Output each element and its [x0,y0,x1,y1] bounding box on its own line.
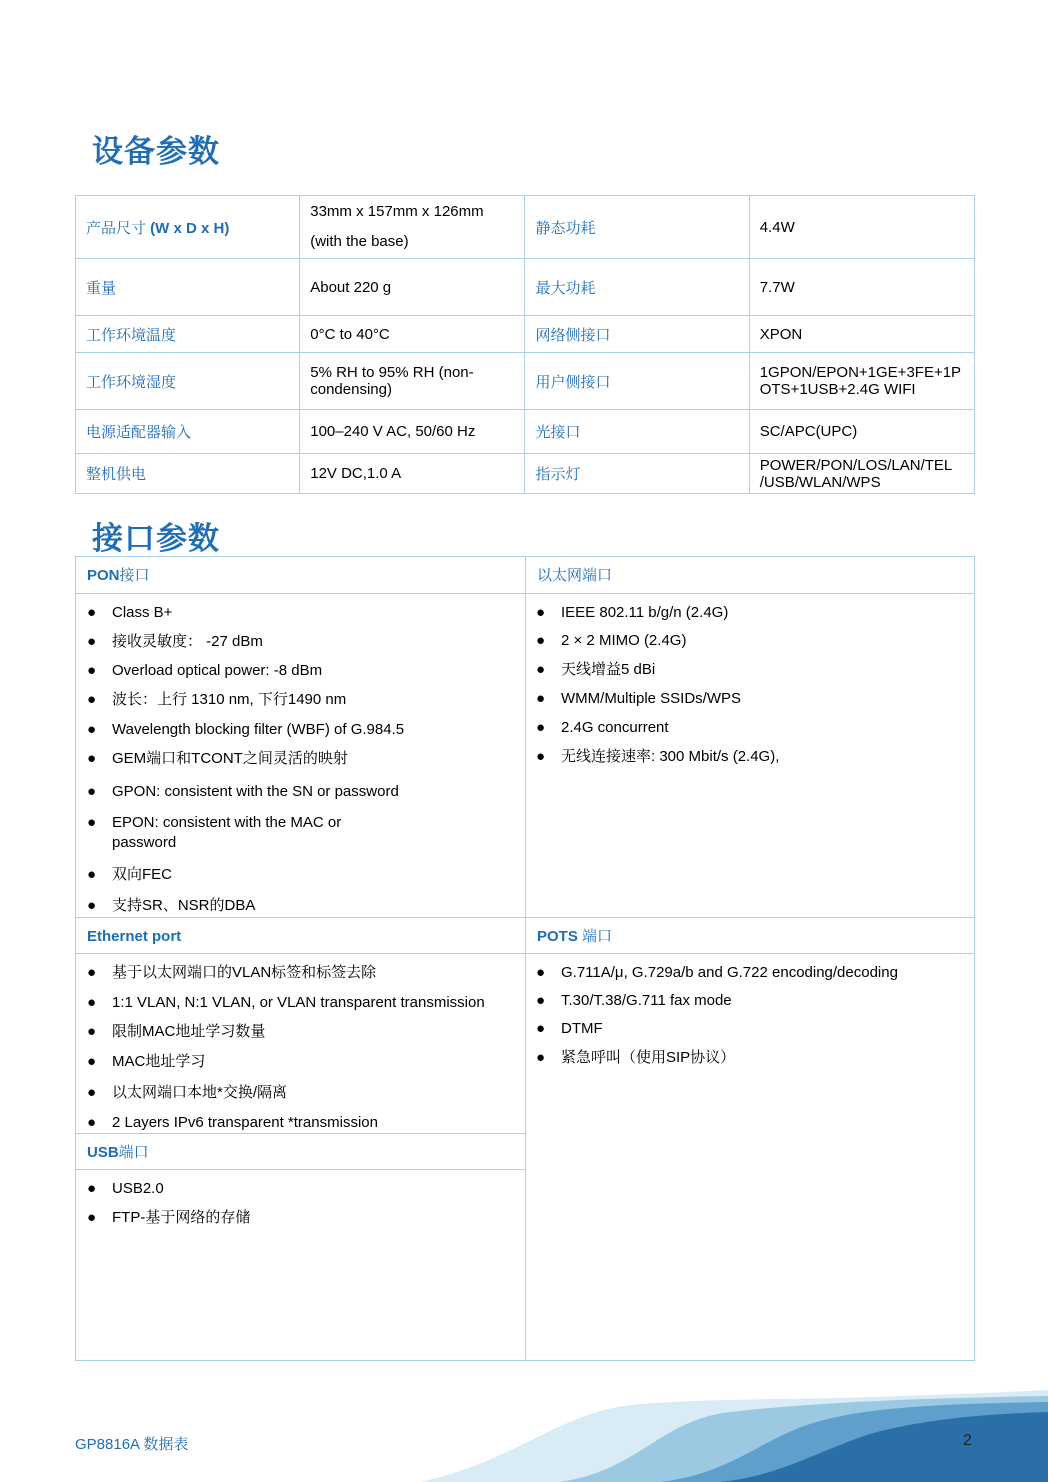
list-item: ● FTP-基于网络的存储 [87,1209,251,1226]
list-item: ● GPON: consistent with the SN or password [87,783,399,800]
spec-key: 产品尺寸 (W x D x H) [76,196,300,259]
table-row [76,454,975,494]
list-item: ● 双向FEC [87,866,173,883]
list-item: ● 基于以太网端口的VLAN标签和标签去除 [87,964,377,981]
table-row [76,196,975,259]
spec-key: 重量 [76,259,300,316]
spec-key: 指示灯 [525,454,749,494]
spec-value: 7.7W [749,259,974,316]
page-number: 2 [963,1432,972,1449]
list-item: ● 2 Layers IPv6 transparent *transmission [87,1114,378,1131]
table-row [76,259,975,316]
usb-header: USB端口 [76,1133,525,1170]
spec-value: XPON [749,316,974,353]
list-item: ● WMM/Multiple SSIDs/WPS [536,690,742,707]
spec-key: 用户侧接口 [525,353,749,410]
pots-header: POTS 端口 [526,917,974,954]
spec-value: 1GPON/EPON+1GE+3FE+1P OTS+1USB+2.4G WIFI [749,353,974,410]
list-item: ● Wavelength blocking filter (WBF) of G.984.5 [87,721,405,738]
list-item: ● 波长：上行 1310 nm, 下行1490 nm [87,691,347,708]
list-item: ● Class B+ [87,604,173,621]
spec-value: 33mm x 157mm x 126mm (with the base) [300,196,525,259]
list-item: ● 以太网端口本地*交换/隔离 [87,1084,288,1101]
list-item: ● 1:1 VLAN, N:1 VLAN, or VLAN transparent transmission [87,994,485,1011]
footer-model: GP8816A 数据表 [75,1436,189,1453]
spec-value: POWER/PON/LOS/LAN/TEL /USB/WLAN/WPS [749,454,974,494]
spec-key: 电源适配器输入 [76,410,300,454]
table-row [76,316,975,353]
spec-value: 100–240 V AC, 50/60 Hz [300,410,525,454]
spec-key: 最大功耗 [525,259,749,316]
list-item: ● 接收灵敏度： -27 dBm [87,633,263,650]
pon-header: PON接口 [76,557,525,594]
list-item: ● 限制MAC地址学习数量 [87,1023,266,1040]
spec-key: 静态功耗 [525,196,749,259]
spec-value: SC/APC(UPC) [749,410,974,454]
list-item: ● EPON: consistent with the MAC or password [87,814,342,851]
wifi-header: 以太网端口 [526,557,974,594]
spec-value: 0°C to 40°C [300,316,525,353]
list-item: ● IEEE 802.11 b/g/n (2.4G) [536,604,729,621]
list-item: ● USB2.0 [87,1180,164,1197]
spec-value: About 220 g [300,259,525,316]
section-title-interface-params: 接口参数 [92,521,220,557]
table-row [76,353,975,410]
spec-key: 工作环境温度 [76,316,300,353]
list-item: ● 天线增益5 dBi [536,661,656,678]
list-item: ● G.711A/μ, G.729a/b and G.722 encoding/decoding [536,964,898,981]
section-title-device-params: 设备参数 [92,134,220,170]
spec-value: 4.4W [749,196,974,259]
list-item: ● 2 × 2 MIMO (2.4G) [536,632,687,649]
list-item: ● 支持SR、NSR的DBA [87,897,256,914]
list-item: ● GEM端口和TCONT之间灵活的映射 [87,750,348,767]
spec-key: 光接口 [525,410,749,454]
spec-value: 5% RH to 95% RH (non- condensing) [300,353,525,410]
spec-key: 网络侧接口 [525,316,749,353]
spec-key: 整机供电 [76,454,300,494]
spec-key: 工作环境湿度 [76,353,300,410]
ethernet-header: Ethernet port [76,917,525,954]
list-item: ● 紧急呼叫（使用SIP协议） [536,1049,736,1066]
table-row [76,410,975,454]
list-item: ● DTMF [536,1020,603,1037]
spec-value: 12V DC,1.0 A [300,454,525,494]
spec-table [75,195,975,494]
list-item: ● T.30/T.38/G.711 fax mode [536,992,732,1009]
list-item: ● 2.4G concurrent [536,719,669,736]
list-item: ● MAC地址学习 [87,1053,206,1070]
list-item: ● Overload optical power: -8 dBm [87,662,323,679]
list-item: ● 无线连接速率: 300 Mbit/s (2.4G), [536,748,780,765]
